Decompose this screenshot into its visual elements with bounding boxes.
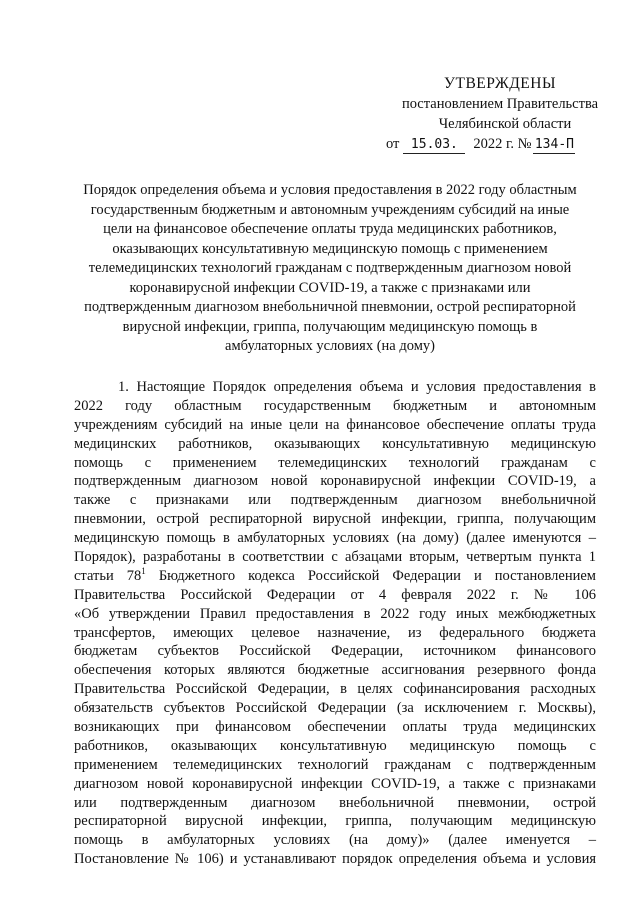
body-line: медицинских работников, оказывающих консультативную медицинскую: [74, 435, 596, 452]
title-line: коронавирусной инфекции COVID-19, а также с признаками или: [129, 279, 531, 296]
title-line: Порядок определения объема и условия предоставления в 2022 году областным: [83, 182, 577, 198]
date-prefix: от: [386, 136, 400, 152]
body-line: учреждениям субсидий на иные цели на финансовое обеспечение оплаты труда: [74, 416, 596, 433]
body-line: бюджетам субъектов Российской Федерации, источником финансового: [74, 643, 596, 660]
body-line: работников, оказывающих консультативную медицинскую помощь с: [74, 737, 596, 754]
body-line: 2022 году областным государственным бюджетным и автономным: [74, 397, 596, 414]
title-line: государственным бюджетным и автономным учреждениям субсидий на иные: [90, 201, 570, 218]
body-line: пневмонии, острой респираторной вирусной инфекции, гриппа, получающим: [74, 511, 596, 528]
body-line-with-footnote: [74, 567, 596, 586]
body-line: обязательств субъектов Российской Федерации (за исключением г. Москвы),: [74, 700, 596, 717]
body-line: или подтвержденным диагнозом внебольничной пневмонии, острой: [74, 794, 596, 811]
body-line: помощь в амбулаторных условиях (на дому)» (далее именуется –: [74, 832, 596, 849]
approval-date-line: [380, 134, 620, 154]
body-line: Постановление № 106) и устанавливают порядок определения объема и условия: [74, 851, 596, 868]
title-line: телемедицинских технологий гражданам с подтвержденным диагнозом новой: [88, 260, 572, 276]
approval-number-field: 134-П: [534, 137, 574, 152]
approval-stamp: [380, 74, 620, 154]
body-line: обеспечения которых являются бюджетные ассигнования резервного фонда: [74, 662, 596, 679]
approval-date-field: 15.03.: [403, 137, 465, 154]
body-line: 1. Настоящие Порядок определения объема и условия предоставления в: [118, 379, 596, 395]
body-line: респираторной вирусной инфекции, гриппа, получающим медицинскую: [74, 813, 596, 830]
body-line: Правительства Российской Федерации, в целях софинансирования расходных: [74, 681, 596, 698]
body-line: Порядок), разработаны в соответствии с абзацами вторым, четвертым пункта 1: [74, 549, 596, 566]
approval-issuer: постановлением Правительства: [401, 96, 599, 112]
body-line: диагнозом новой коронавирусной инфекции COVID-19, а также с признаками: [74, 775, 596, 792]
approval-heading: УТВЕРЖДЕНЫ: [444, 75, 556, 92]
body-line-rest: Бюджетного кодекса Российской Федерации и постановлением: [158, 567, 596, 584]
approval-year-text: 2022 г. №: [473, 136, 532, 152]
title-line: вирусной инфекции, гриппа, получающим медицинскую помощь в: [122, 318, 538, 335]
body-line: Правительства Российской Федерации от 4 февраля 2022 г. № 106: [74, 586, 596, 603]
title-line: амбулаторных условиях (на дому): [225, 338, 435, 354]
title-line: оказывающих консультативную медицинскую помощь с применением: [112, 240, 548, 257]
document-title: [70, 181, 590, 357]
body-line: применением телемедицинских технологий гражданам с подтвержденным: [74, 756, 596, 773]
body-paragraph: [74, 378, 596, 869]
body-line-start: статьи 78: [74, 567, 142, 584]
body-line: также с признаками или подтвержденным диагнозом внебольничной: [74, 492, 596, 509]
title-line: подтвержденным диагнозом внебольничной пневмонии, острой респираторной: [84, 299, 576, 315]
body-line: трансфертов, имеющих целевое назначение, из федерального бюджета: [74, 624, 596, 641]
body-line: помощь с применением телемедицинских технологий гражданам с: [74, 454, 596, 471]
body-line: возникающих при финансовом обеспечении оплаты труда медицинских: [74, 719, 596, 736]
body-line: подтвержденным диагнозом новой коронавирусной инфекции COVID-19, а: [74, 473, 596, 490]
body-line: «Об утверждении Правил предоставления в 2022 году иных межбюджетных: [74, 605, 596, 622]
footnote-marker: 1: [141, 566, 146, 577]
approval-region: Челябинской области: [438, 116, 572, 132]
body-line: медицинскую помощь в амбулаторных условиях (на дому) (далее именуются –: [74, 530, 596, 547]
title-line: цели на финансовое обеспечение оплаты труда медицинских работников,: [103, 221, 557, 237]
